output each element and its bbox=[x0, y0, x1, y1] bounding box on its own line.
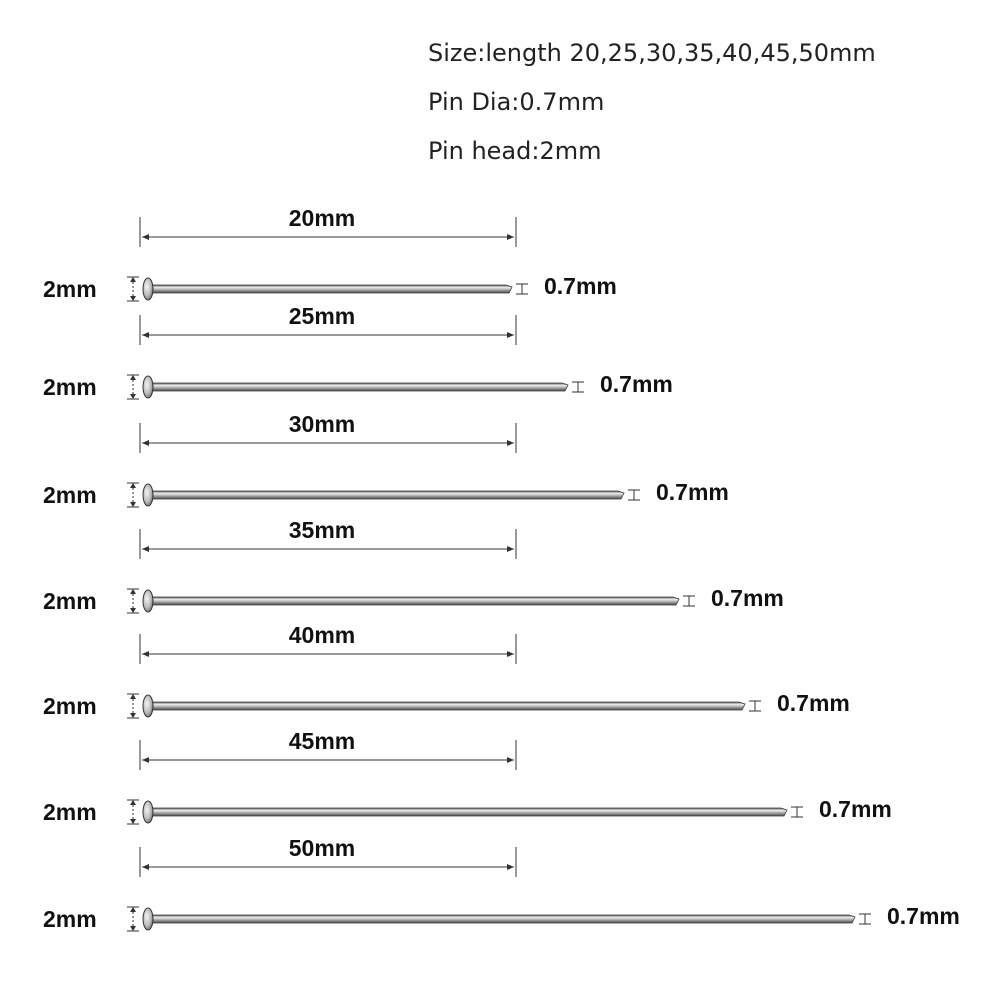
pin-row bbox=[43, 517, 784, 614]
arrow-down-icon bbox=[130, 502, 136, 507]
pin-diameter-label: 0.7mm bbox=[777, 690, 850, 716]
arrow-left-icon bbox=[142, 546, 149, 552]
pin-head bbox=[143, 278, 153, 300]
arrow-up-icon bbox=[130, 277, 136, 282]
spec-size: Size:length 20,25,30,35,40,45,50mm bbox=[428, 39, 876, 67]
arrow-left-icon bbox=[142, 234, 149, 240]
pin-head bbox=[143, 590, 153, 612]
arrow-right-icon bbox=[507, 440, 514, 446]
spec-pin-diameter: Pin Dia:0.7mm bbox=[428, 88, 605, 116]
pin-row bbox=[43, 835, 960, 932]
pin-diameter-label: 0.7mm bbox=[711, 585, 784, 611]
pin-row bbox=[43, 728, 892, 825]
head-diameter-label: 2mm bbox=[43, 799, 97, 825]
pin-diameter-label: 0.7mm bbox=[600, 371, 673, 397]
length-label: 35mm bbox=[288, 517, 356, 543]
pin-shaft bbox=[150, 915, 855, 923]
length-label: 50mm bbox=[288, 835, 356, 861]
arrow-up-icon bbox=[130, 483, 136, 488]
head-diameter-label: 2mm bbox=[43, 906, 97, 932]
pin-shaft bbox=[150, 808, 787, 816]
spec-pin-head: Pin head:2mm bbox=[428, 137, 602, 165]
pin-diameter-label: 0.7mm bbox=[819, 796, 892, 822]
head-diameter-label: 2mm bbox=[43, 276, 97, 302]
arrow-right-icon bbox=[507, 546, 514, 552]
pin-row bbox=[43, 622, 850, 719]
arrow-right-icon bbox=[507, 332, 514, 338]
pin-head bbox=[143, 695, 153, 717]
pin-head bbox=[143, 484, 153, 506]
arrow-down-icon bbox=[130, 926, 136, 931]
head-diameter-label: 2mm bbox=[43, 374, 97, 400]
pin-diameter-label: 0.7mm bbox=[656, 479, 729, 505]
head-diameter-label: 2mm bbox=[43, 588, 97, 614]
pin-head bbox=[143, 801, 153, 823]
length-label: 20mm bbox=[288, 205, 356, 231]
arrow-down-icon bbox=[130, 713, 136, 718]
arrow-right-icon bbox=[507, 234, 514, 240]
arrow-up-icon bbox=[130, 907, 136, 912]
arrow-down-icon bbox=[130, 296, 136, 301]
pin-shaft bbox=[150, 491, 624, 499]
pin-row bbox=[43, 205, 617, 302]
length-label: 45mm bbox=[288, 728, 356, 754]
arrow-left-icon bbox=[142, 864, 149, 870]
arrow-left-icon bbox=[142, 651, 149, 657]
arrow-left-icon bbox=[142, 757, 149, 763]
pin-head bbox=[143, 908, 153, 930]
arrow-down-icon bbox=[130, 394, 136, 399]
arrow-up-icon bbox=[130, 589, 136, 594]
arrow-right-icon bbox=[507, 757, 514, 763]
pin-diameter-label: 0.7mm bbox=[887, 903, 960, 929]
pin-shaft bbox=[150, 383, 568, 391]
arrow-up-icon bbox=[130, 800, 136, 805]
pin-row bbox=[43, 411, 729, 508]
pin-shaft bbox=[150, 702, 745, 710]
pin-row bbox=[43, 303, 673, 400]
arrow-left-icon bbox=[142, 332, 149, 338]
arrow-right-icon bbox=[507, 864, 514, 870]
arrow-left-icon bbox=[142, 440, 149, 446]
length-label: 30mm bbox=[288, 411, 356, 437]
pin-shaft bbox=[150, 285, 512, 293]
pin-shaft bbox=[150, 597, 679, 605]
head-diameter-label: 2mm bbox=[43, 693, 97, 719]
arrow-down-icon bbox=[130, 608, 136, 613]
head-diameter-label: 2mm bbox=[43, 482, 97, 508]
arrow-right-icon bbox=[507, 651, 514, 657]
length-label: 25mm bbox=[288, 303, 356, 329]
arrow-up-icon bbox=[130, 375, 136, 380]
arrow-down-icon bbox=[130, 819, 136, 824]
pin-diameter-label: 0.7mm bbox=[544, 273, 617, 299]
arrow-up-icon bbox=[130, 694, 136, 699]
pin-head bbox=[143, 376, 153, 398]
length-label: 40mm bbox=[288, 622, 356, 648]
